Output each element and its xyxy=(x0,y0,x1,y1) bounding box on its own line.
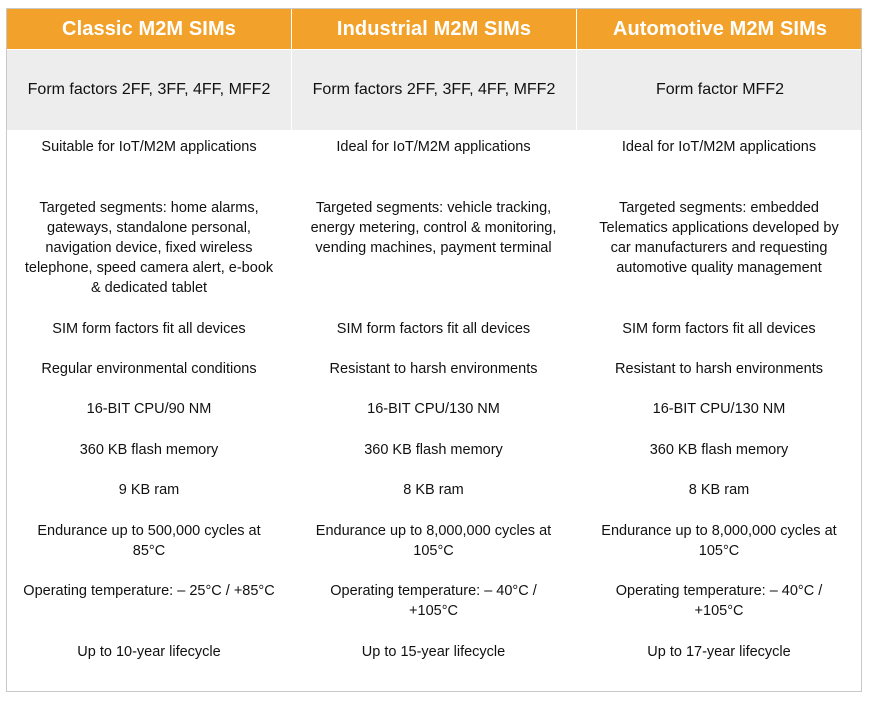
lifecycle-cell: Up to 17-year lifecycle xyxy=(647,644,791,660)
form-factor-classic: Form factors 2FF, 3FF, 4FF, MFF2 xyxy=(27,81,271,98)
header-automotive: Automotive M2M SIMs xyxy=(612,17,828,40)
flash-cell: 360 KB flash memory xyxy=(649,442,789,458)
header-industrial: Industrial M2M SIMs xyxy=(336,17,532,40)
operating-temperature-cell: Operating temperature: – 40°C / +105°C xyxy=(615,583,823,619)
form-fit-cell: SIM form factors fit all devices xyxy=(336,321,531,337)
form-fit-cell: SIM form factors fit all devices xyxy=(52,321,246,337)
segments-cell: Targeted segments: vehicle tracking, energy metering, control & monitoring, vending machines, payment terminal xyxy=(310,200,557,256)
form-fit-cell: SIM form factors fit all devices xyxy=(622,321,816,337)
segments-cell: Targeted segments: home alarms, gateways, standalone personal, navigation device, fixed wireless telephone, speed camera alert, e-book & dedicated tablet xyxy=(24,200,274,296)
comparison-table xyxy=(6,8,862,692)
lifecycle-cell: Up to 15-year lifecycle xyxy=(361,644,506,660)
column-industrial xyxy=(291,130,576,692)
flash-cell: 360 KB flash memory xyxy=(364,442,503,458)
form-factor-row xyxy=(7,49,861,130)
suitability-cell: Suitable for IoT/M2M applications xyxy=(41,139,257,155)
operating-temperature-cell: Operating temperature: – 25°C / +85°C xyxy=(23,583,275,599)
endurance-cell: Endurance up to 500,000 cycles at 85°C xyxy=(37,523,261,559)
header-row xyxy=(7,9,861,49)
endurance-cell: Endurance up to 8,000,000 cycles at 105°C xyxy=(601,523,837,559)
segments-cell: Targeted segments: embedded Telematics applications developed by car manufacturers and requesting automotive quality management xyxy=(599,200,839,276)
cpu-cell: 16-BIT CPU/130 NM xyxy=(652,401,786,417)
ram-cell: 8 KB ram xyxy=(688,482,750,498)
column-classic xyxy=(7,130,291,692)
cpu-cell: 16-BIT CPU/90 NM xyxy=(86,401,212,417)
environment-cell: Regular environmental conditions xyxy=(41,361,257,377)
environment-cell: Resistant to harsh environments xyxy=(615,361,823,377)
cpu-cell: 16-BIT CPU/130 NM xyxy=(367,401,500,417)
column-automotive xyxy=(576,130,862,692)
lifecycle-cell: Up to 10-year lifecycle xyxy=(77,644,221,660)
table-body xyxy=(7,130,861,692)
environment-cell: Resistant to harsh environments xyxy=(329,361,538,377)
endurance-cell: Endurance up to 8,000,000 cycles at 105°C xyxy=(315,523,552,559)
form-factor-automotive: Form factor MFF2 xyxy=(655,81,784,98)
suitability-cell: Ideal for IoT/M2M applications xyxy=(621,139,817,155)
header-classic: Classic M2M SIMs xyxy=(62,17,236,40)
form-factor-industrial: Form factors 2FF, 3FF, 4FF, MFF2 xyxy=(312,81,556,98)
suitability-cell: Ideal for IoT/M2M applications xyxy=(336,139,531,155)
operating-temperature-cell: Operating temperature: – 40°C / +105°C xyxy=(330,583,537,619)
ram-cell: 8 KB ram xyxy=(403,482,464,498)
flash-cell: 360 KB flash memory xyxy=(79,442,219,458)
ram-cell: 9 KB ram xyxy=(118,482,180,498)
